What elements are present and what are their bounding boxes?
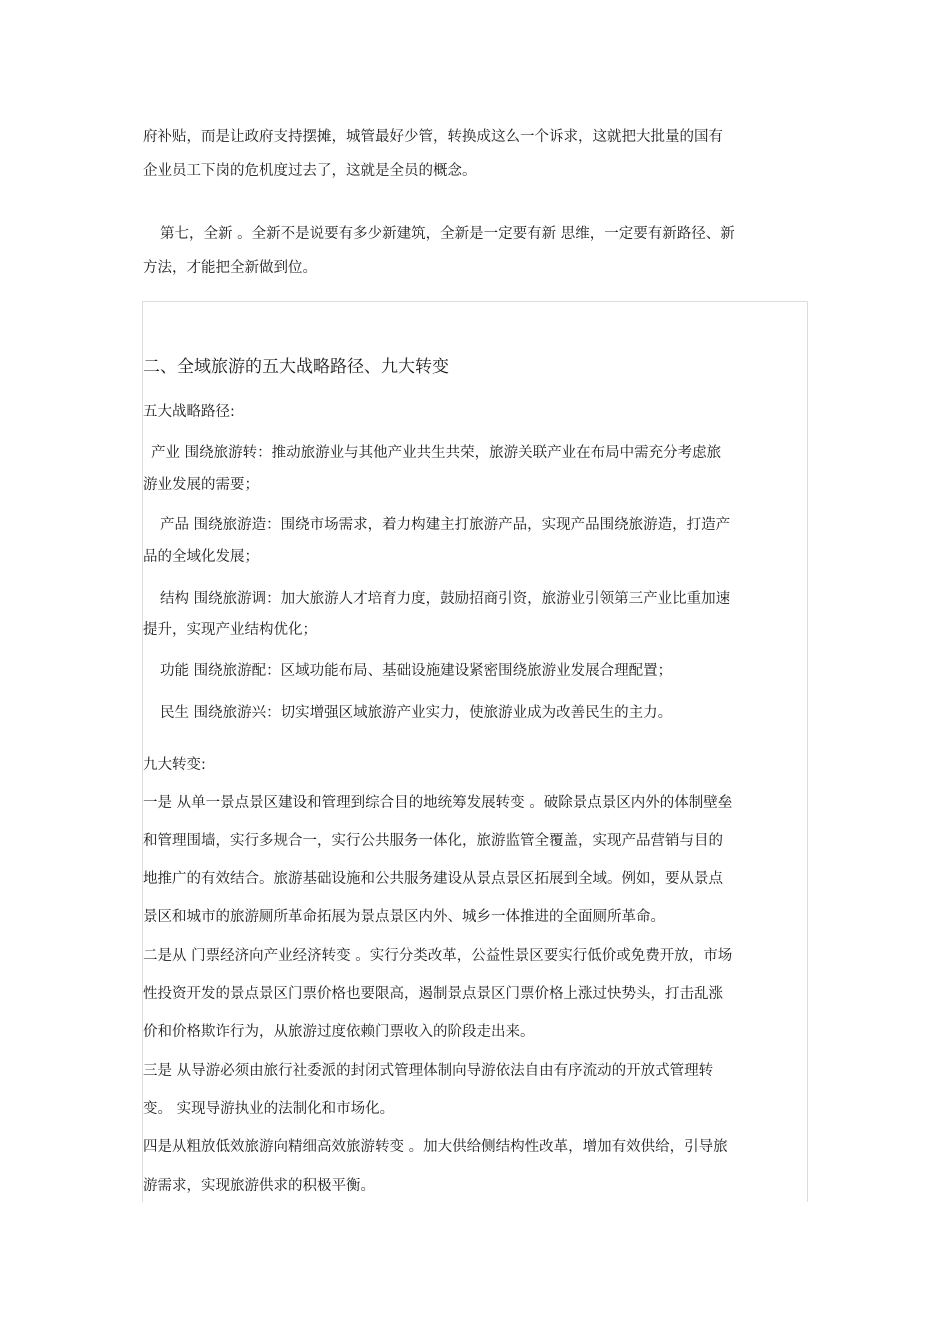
- point-seven-line: 第七，全新 。全新不是说要有多少新建筑，全新是一定要有新 思维，一定要有新路径、新: [160, 226, 735, 242]
- path-item-product: 产品 围绕旅游造：围绕市场需求，着力构建主打旅游产品，实现产品围绕旅游造，打造产: [160, 517, 731, 533]
- path-item-product: 品的全域化发展；: [143, 549, 259, 565]
- intro-line: 企业员工下岗的危机度过去了，这就是全员的概念。: [143, 163, 477, 179]
- section-heading: 二、全域旅游的五大战略路径、九大转变: [143, 357, 449, 377]
- path-item-industry: 产业 围绕旅游转：推动旅游业与其他产业共生共荣，旅游关联产业在布局中需充分考虑旅: [151, 445, 722, 461]
- path-item-livelihood: 民生 围绕旅游兴：切实增强区域旅游产业实力，使旅游业成为改善民生的主力。: [160, 705, 673, 721]
- transform-item-four: 游需求，实现旅游供求的积极平衡。: [143, 1178, 375, 1194]
- transforms-label: 九大转变:: [143, 757, 206, 773]
- transform-item-three: 三是 从导游必须由旅行社委派的封闭式管理体制向导游依法自由有序流动的开放式管理转: [143, 1063, 714, 1079]
- transform-item-one: 地推广的有效结合。旅游基础设施和公共服务建设从景点景区拓展到全域。例如，要从景点: [143, 871, 723, 887]
- transform-item-one: 和管理围墙，实行多规合一，实行公共服务一体化，旅游监管全覆盖，实现产品营销与目的: [143, 833, 723, 849]
- transform-item-two: 二是从 门票经济向产业经济转变 。实行分类改革，公益性景区要实行低价或免费开放，市场: [143, 948, 733, 964]
- path-item-structure: 提升，实现产业结构优化；: [143, 622, 317, 638]
- transform-item-three: 变。 实现导游执业的法制化和市场化。: [143, 1101, 395, 1117]
- transform-item-two: 性投资开发的景点景区门票价格也要限高，遏制景点景区门票价格上涨过快势头，打击乱涨: [143, 986, 723, 1002]
- transform-item-two: 价和价格欺诈行为，从旅游过度依赖门票收入的阶段走出来。: [143, 1024, 535, 1040]
- path-item-structure: 结构 围绕旅游调：加大旅游人才培育力度，鼓励招商引资，旅游业引领第三产业比重加速: [160, 591, 731, 607]
- transform-item-one: 一是 从单一景点景区建设和管理到综合目的地统筹发展转变 。破除景点景区内外的体制壁垒: [143, 795, 733, 811]
- transform-item-one: 景区和城市的旅游厕所革命拓展为景点景区内外、城乡一体推进的全面厕所革命。: [143, 909, 665, 925]
- path-item-function: 功能 围绕旅游配：区域功能布局、基础设施建设紧密围绕旅游业发展合理配置；: [160, 663, 673, 679]
- intro-line: 府补贴，而是让政府支持摆摊，城管最好少管，转换成这么一个诉求，这就把大批量的国有: [143, 129, 723, 145]
- paths-label: 五大战略路径:: [143, 404, 235, 420]
- point-seven-line: 方法，才能把全新做到位。: [143, 260, 317, 276]
- transform-item-four: 四是从粗放低效旅游向精细高效旅游转变 。加大供给侧结构性改革，增加有效供给，引导旅: [143, 1139, 728, 1155]
- path-item-industry: 游业发展的需要；: [143, 477, 259, 493]
